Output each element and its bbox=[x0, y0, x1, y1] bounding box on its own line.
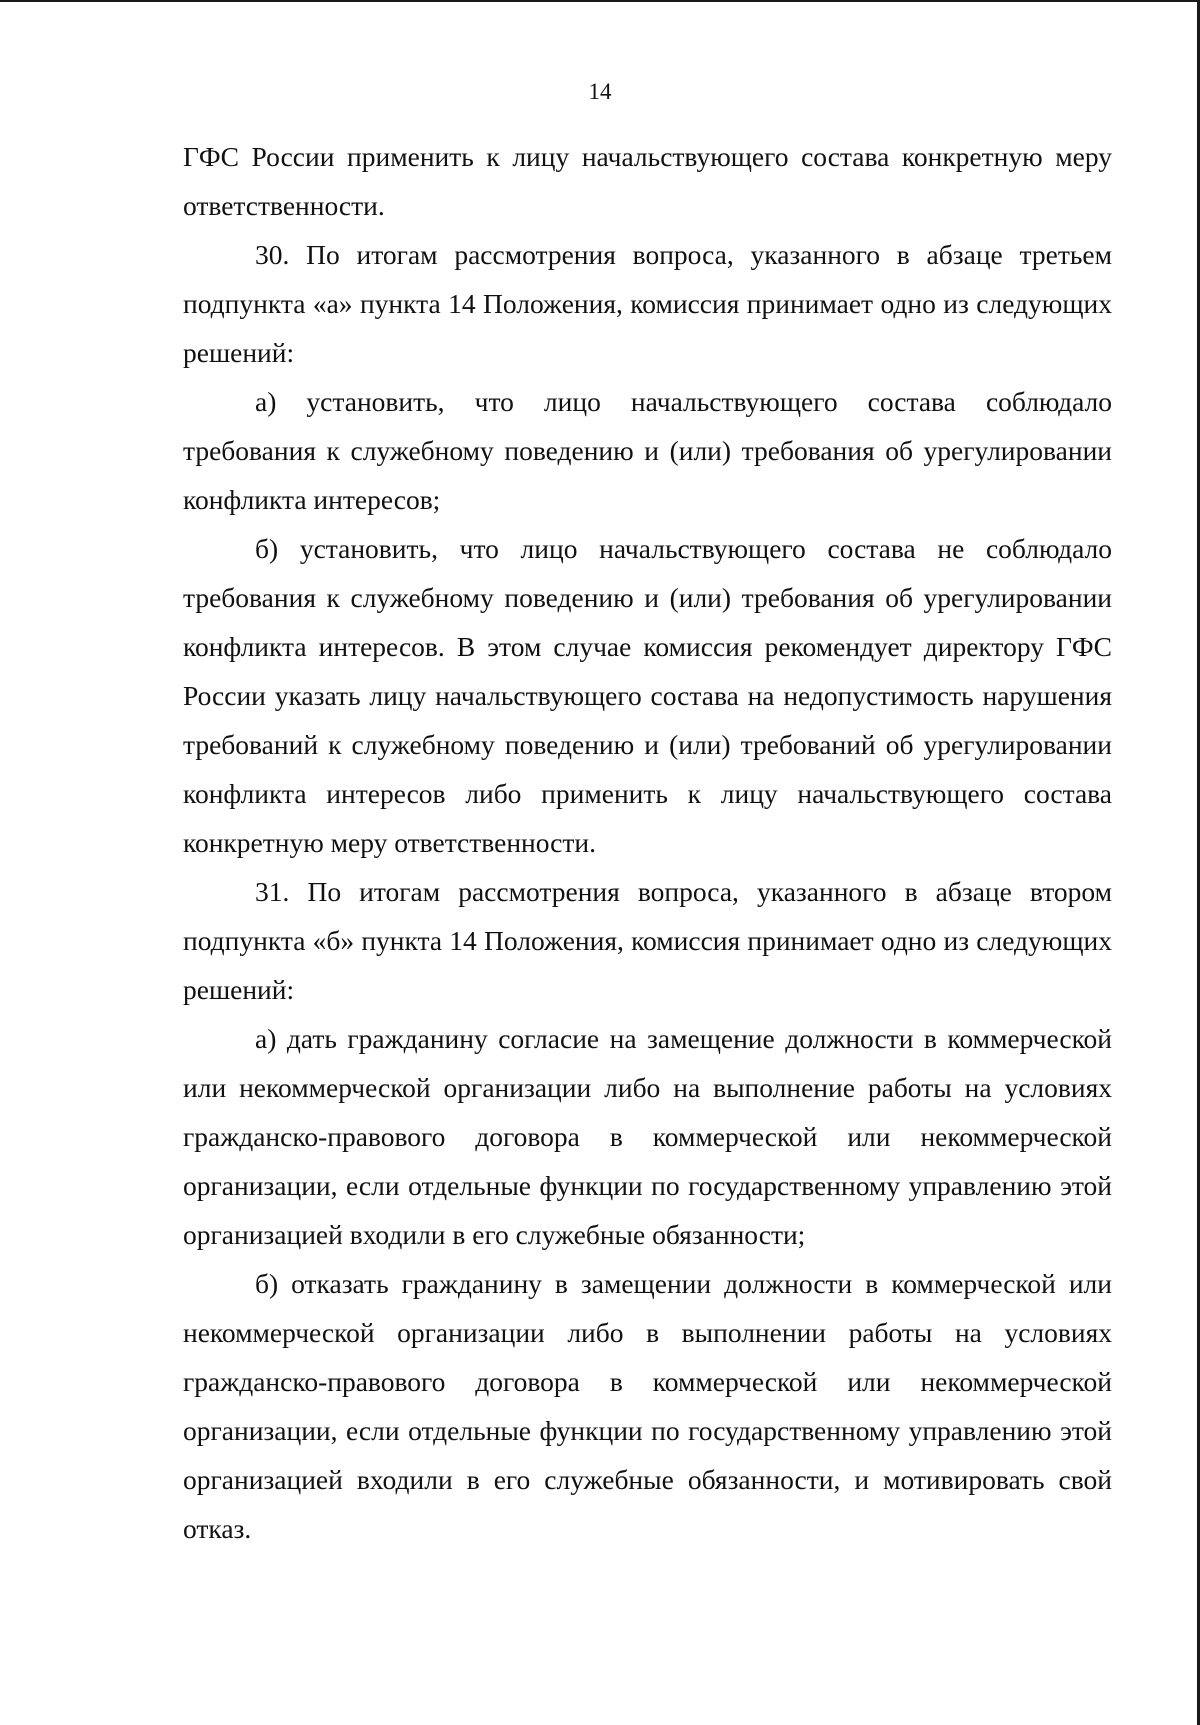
paragraph-item-30-a: а) установить, что лицо начальствующего состава соблюдало требования к служебному поведению и (или) требования об урегулировании конфликта интересов; bbox=[183, 386, 1112, 515]
page-number: 14 bbox=[588, 79, 612, 104]
paragraph-item-31-b: б) отказать гражданину в замещении должности в коммерческой или некоммерческой организации либо в выполнении работы на условиях гражданско-правового договора в коммерческой или некоммерческой организации, если отдельные функции по государственному управлению этой организацией входили в его служебные обязанности, и мотивировать свой отказ. bbox=[183, 1268, 1112, 1544]
paragraph-item-31-a: а) дать гражданину согласие на замещение должности в коммерческой или некоммерческой организации либо на выполнение работы на условиях гражданско-правового договора в коммерческой или некоммерческой организации, если отдельные функции по государственному управлению этой организацией входили в его служебные обязанности; bbox=[183, 1023, 1112, 1250]
paragraph-item-31: 31. По итогам рассмотрения вопроса, указанного в абзаце втором подпункта «б» пункта 14 Положения, комиссия принимает одно из следующих решений: bbox=[183, 876, 1112, 1005]
paragraph-item-30-b: б) установить, что лицо начальствующего состава не соблюдало требования к служебному поведению и (или) требования об урегулировании конфликта интересов. В этом случае комиссия рекомендует директору ГФС России указать лицу начальствующего состава на недопустимость нарушения требований к служебному поведению и (или) требований об урегулировании конфликта интересов либо применить к лицу начальствующего состава конкретную меру ответственности. bbox=[183, 533, 1112, 858]
paragraph-item-30: 30. По итогам рассмотрения вопроса, указанного в абзаце третьем подпункта «а» пункта 14 Положения, комиссия принимает одно из следующих решений: bbox=[183, 239, 1112, 368]
paragraph-continuation: ГФС России применить к лицу начальствующего состава конкретную меру ответственности. bbox=[183, 141, 1112, 221]
document-body bbox=[183, 132, 1112, 1553]
